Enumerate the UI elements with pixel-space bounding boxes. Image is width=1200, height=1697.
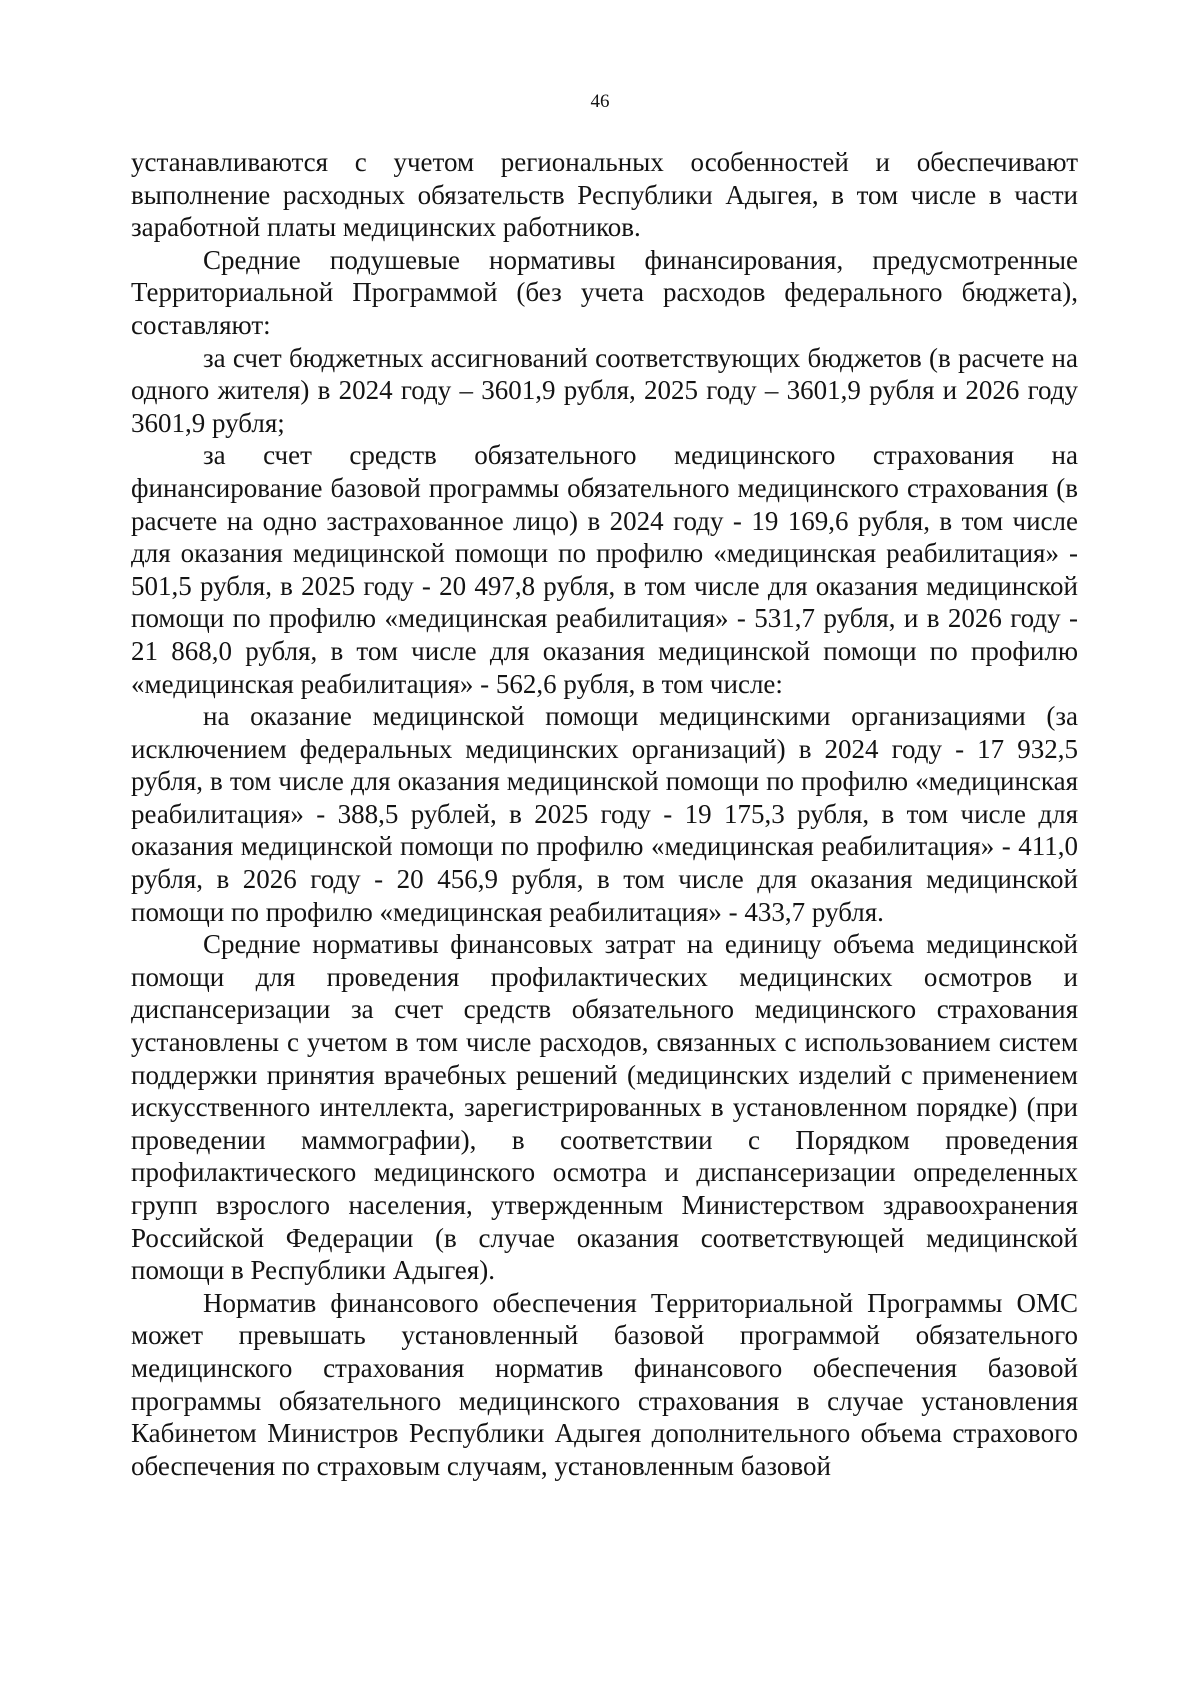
page-number: 46 <box>590 91 610 112</box>
document-body <box>131 146 1078 1482</box>
paragraph-budget-allocations: за счет бюджетных ассигнований соответствующих бюджетов (в расчете на одного жителя) в 2024 году – 3601,9 рубля, 2025 году – 3601,9 рубля и 2026 году 3601,9 рубля; <box>131 342 1078 438</box>
paragraph-preventive-checkups: Средние нормативы финансовых затрат на единицу объема медицинской помощи для проведения профилактических медицинских осмотров и диспансеризации за счет средств обязательного медицинского страхования установлены с учетом в том числе расходов, связанных с использованием систем поддержки принятия врачебных решений (медицинских изделий с применением искусственного интеллекта, зарегистрированных в установленном порядке) (при проведении маммографии), в соответствии с Порядком проведения профилактического медицинского осмотра и диспансеризации определенных групп взрослого населения, утвержденным Министерством здравоохранения Российской Федерации (в случае оказания соответствующей медицинской помощи в Республики Адыгея). <box>131 929 1078 1286</box>
paragraph-oms-funds: за счет средств обязательного медицинского страхования на финансирование базовой программы обязательного медицинского страхования (в расчете на одно застрахованное лицо) в 2024 году - 19 169,6 рубля, в том числе для оказания медицинской помощи по профилю «медицинская реабилитация» - 501,5 рубля, в 2025 году - 20 497,8 рубля, в том числе для оказания медицинской помощи по профилю «медицинская реабилитация» - 531,7 рубля, и в 2026 году - 21 868,0 рубля, в том числе для оказания медицинской помощи по профилю «медицинская реабилитация» - 562,6 рубля, в том числе: <box>131 440 1078 699</box>
paragraph-oms-financing-norm: Норматив финансового обеспечения Территориальной Программы ОМС может превышать установленный базовой программой обязательного медицинского страхования норматив финансового обеспечения базовой программы обязательного медицинского страхования в случае установления Кабинетом Министров Республики Адыгея дополнительного объема страхового обеспечения по страховым случаям, установленным базовой <box>131 1287 1078 1481</box>
paragraph-continuation: устанавливаются с учетом региональных особенностей и обеспечивают выполнение расходных обязательств Республики Адыгея, в том числе в части заработной платы медицинских работников. <box>131 147 1078 243</box>
paragraph-per-capita-norms-intro: Средние подушевые нормативы финансирования, предусмотренные Территориальной Программой (без учета расходов федерального бюджета), составляют: <box>131 244 1078 340</box>
paragraph-medical-organizations: на оказание медицинской помощи медицинскими организациями (за исключением федеральных медицинских организаций) в 2024 году - 17 932,5 рубля, в том числе для оказания медицинской помощи по профилю «медицинская реабилитация» - 388,5 рублей, в 2025 году - 19 175,3 рубля, в том числе для оказания медицинской помощи по профилю «медицинская реабилитация» - 411,0 рубля, в 2026 году - 20 456,9 рубля, в том числе для оказания медицинской помощи по профилю «медицинская реабилитация» - 433,7 рубля. <box>131 701 1078 927</box>
